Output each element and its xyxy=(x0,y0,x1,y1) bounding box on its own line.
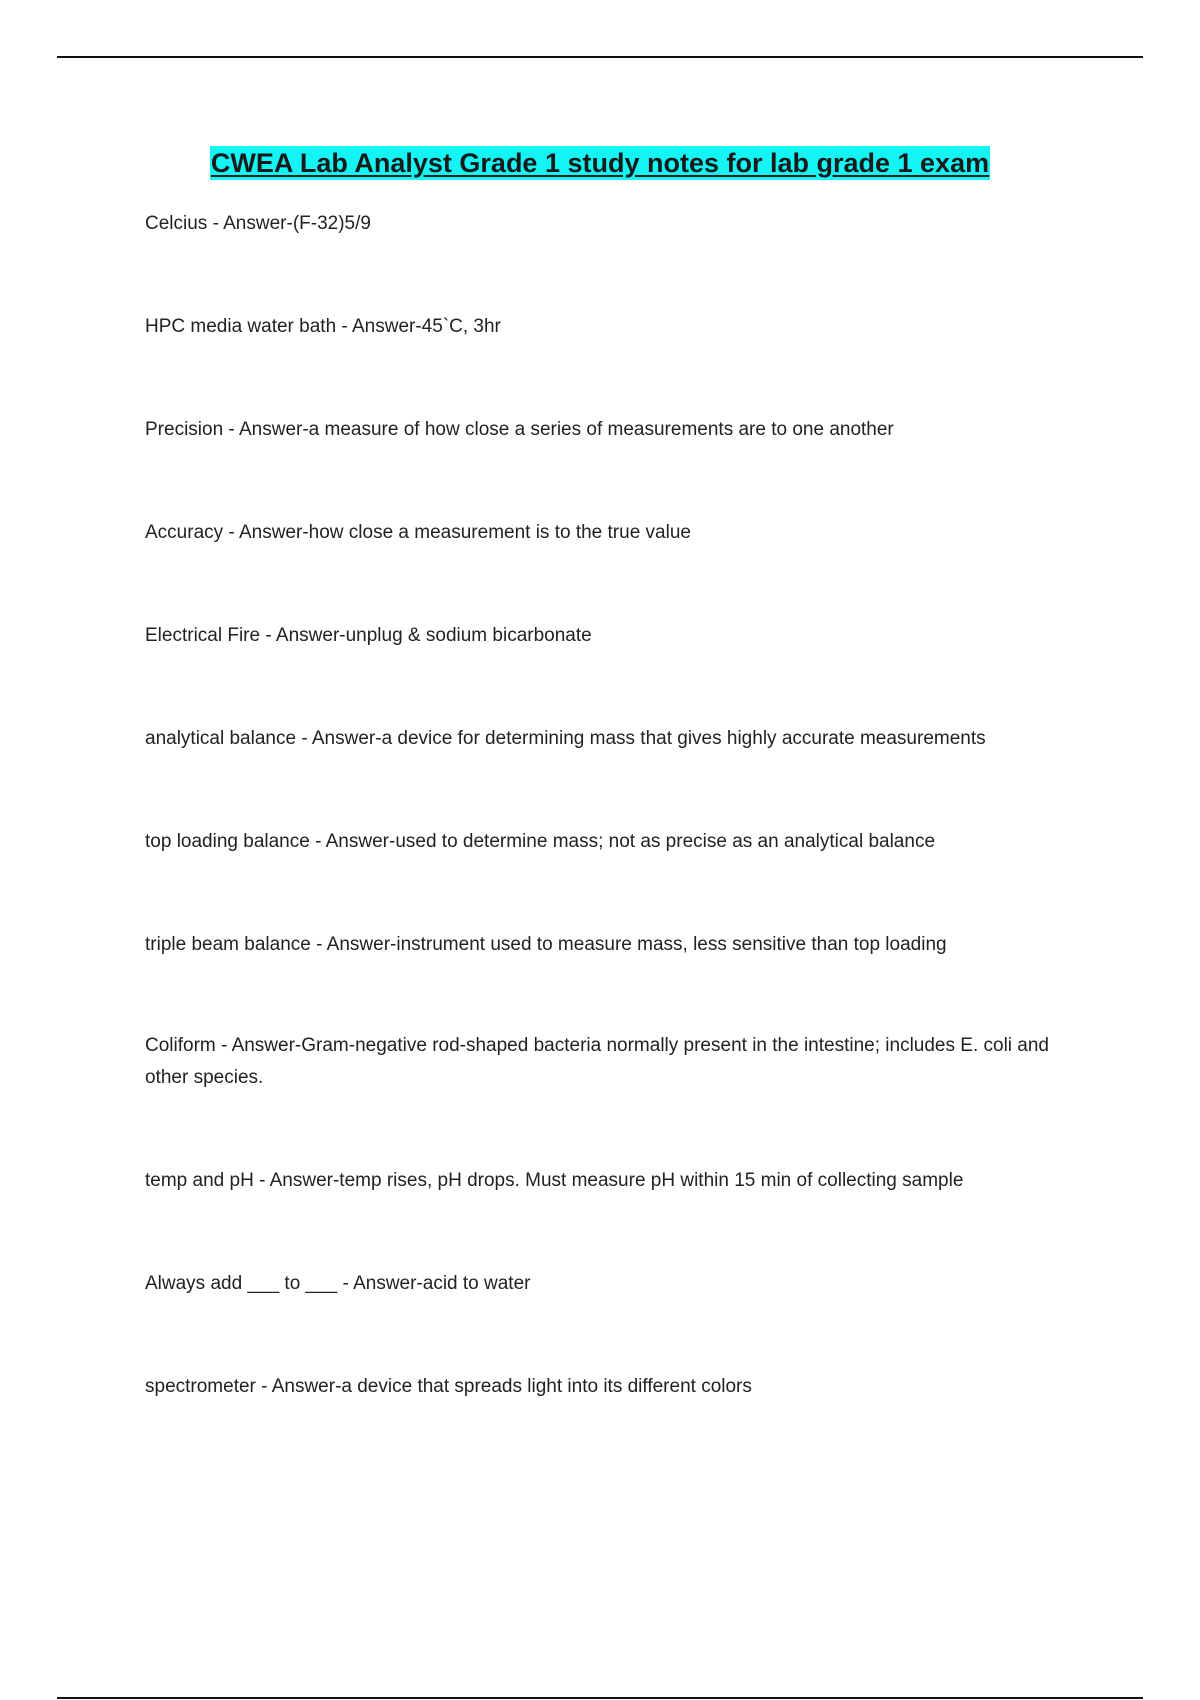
qa-item: Always add ___ to ___ - Answer-acid to water xyxy=(145,1273,531,1294)
qa-item: HPC media water bath - Answer-45`C, 3hr xyxy=(145,316,501,337)
qa-item: top loading balance - Answer-used to determine mass; not as precise as an analytical balance xyxy=(145,831,936,852)
qa-item: Celcius - Answer-(F-32)5/9 xyxy=(145,213,371,234)
bottom-rule xyxy=(57,1697,1143,1699)
qa-item: temp and pH - Answer-temp rises, pH drops. Must measure pH within 15 min of collecting sample xyxy=(145,1170,964,1191)
title-container xyxy=(0,146,1200,180)
qa-item: Coliform - Answer-Gram-negative rod-shaped bacteria normally present in the intestine; includes E. coli and other species. xyxy=(145,1035,1049,1088)
document-title: CWEA Lab Analyst Grade 1 study notes for lab grade 1 exam xyxy=(210,148,990,178)
qa-item: spectrometer - Answer-a device that spreads light into its different colors xyxy=(145,1376,752,1397)
top-rule xyxy=(57,56,1143,58)
qa-item: Accuracy - Answer-how close a measurement is to the true value xyxy=(145,522,691,543)
qa-item: triple beam balance - Answer-instrument used to measure mass, less sensitive than top loading xyxy=(145,934,947,955)
qa-item: Precision - Answer-a measure of how close a series of measurements are to one another xyxy=(145,419,894,440)
qa-item: Electrical Fire - Answer-unplug & sodium bicarbonate xyxy=(145,625,592,646)
qa-item: analytical balance - Answer-a device for determining mass that gives highly accurate measurements xyxy=(145,728,986,749)
